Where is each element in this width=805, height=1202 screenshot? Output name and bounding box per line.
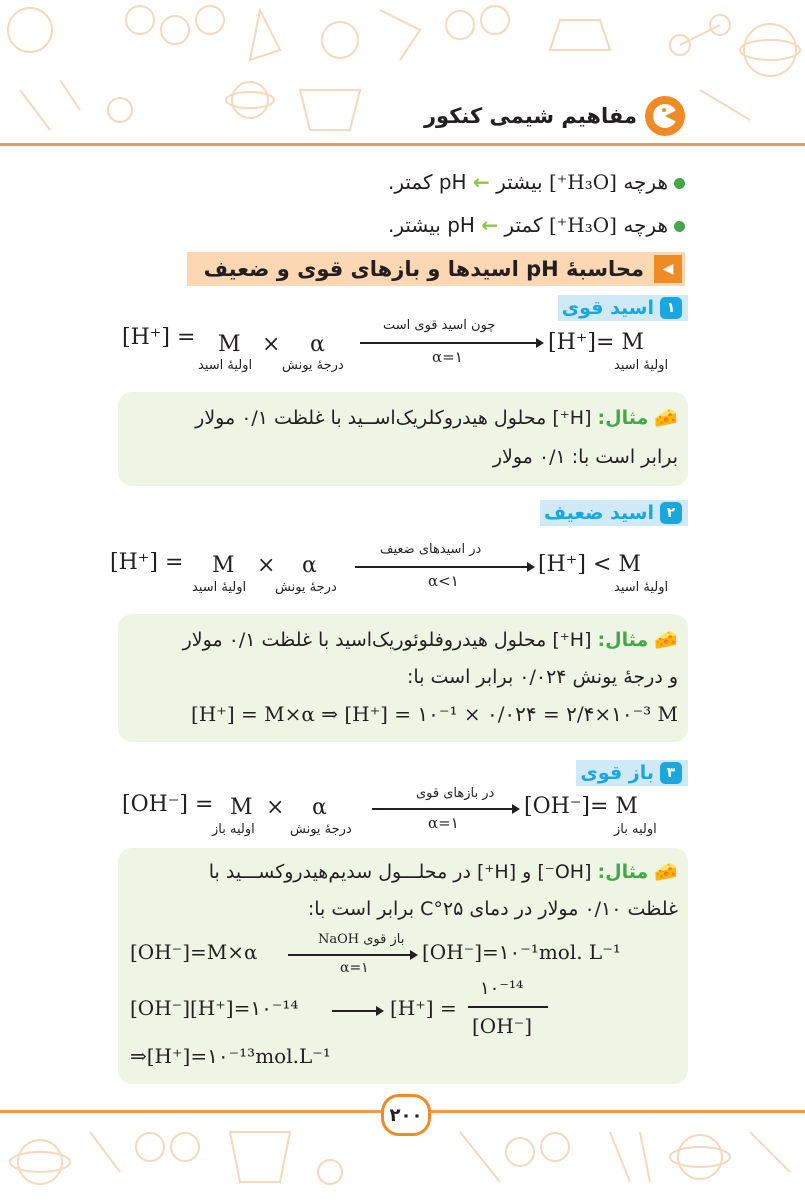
equation-1-arrow-bottom: α=۱ — [340, 960, 369, 976]
formula-result: [H⁺] < M — [538, 552, 641, 577]
cheese-icon: 🧀 — [654, 629, 678, 651]
subsection-label: اسید قوی — [561, 297, 654, 319]
formula-alpha: α — [302, 553, 317, 578]
arrow-condition-bottom: α<۱ — [428, 572, 459, 590]
reaction-arrow — [372, 808, 518, 810]
fraction-denominator: [OH⁻] — [472, 1014, 532, 1038]
example-line: غلظت ۰/۱۰ مولار در دمای ۲۵°C برابر است با: — [307, 898, 678, 920]
arrow-condition-top: در بازهای قوی — [416, 786, 495, 801]
arrow-condition-top: چون اسید قوی است — [383, 318, 496, 333]
label-initial-acid: اولیهٔ اسید — [198, 358, 253, 373]
subsection-weak-acid — [540, 500, 688, 526]
formula-M: M — [212, 553, 235, 578]
example-box — [118, 848, 688, 1084]
page-header-title: مفاهیم شیمی کنکور — [423, 104, 637, 128]
formula-alpha: α — [312, 795, 327, 820]
label-initial-base: اولیه باز — [614, 822, 657, 837]
label-initial-acid: اولیهٔ اسید — [614, 358, 669, 373]
formula-left: [OH⁻] = — [122, 792, 214, 817]
label-initial-acid: اولیهٔ اسید — [192, 580, 247, 595]
page-number: ۲۰۰ — [381, 1094, 431, 1136]
formula-alpha: α — [310, 332, 325, 357]
label-ionization-degree: درجهٔ یونش — [290, 822, 352, 837]
subsection-number: ۲ — [660, 502, 682, 524]
bullet-dot-icon — [674, 178, 685, 189]
example-line: 🧀 مثال: [H⁺] محلول هیدروفلوئوریک‌اسید با غلظت ۰/۱ مولار — [182, 629, 678, 651]
arrow-condition-bottom: α=۱ — [428, 814, 459, 832]
equation-1-left: [OH⁻]=M×α — [130, 940, 258, 964]
example-line: و درجهٔ یونش ۰/۰۲۴ برابر است با: — [407, 666, 678, 688]
page-header — [424, 96, 685, 136]
label-initial-base: اولیه باز — [212, 822, 255, 837]
equation-1-arrow-top: باز قوی NaOH — [318, 932, 405, 947]
triangle-left-icon: ◀ — [654, 255, 682, 283]
formula-result: [H⁺]= M — [548, 330, 644, 355]
reaction-arrow — [288, 954, 416, 956]
cheese-icon: 🧀 — [654, 861, 678, 883]
arrow-condition-top: در اسیدهای ضعیف — [380, 542, 482, 557]
subsection-strong-acid — [558, 295, 688, 321]
label-initial-acid: اولیهٔ اسید — [614, 580, 669, 595]
example-line: 🧀 مثال: [OH⁻] و [H⁺] در محلـــول سدیم‌هیدروکســـید با — [208, 861, 678, 883]
subsection-label: باز قوی — [580, 762, 654, 784]
example-equation: [H⁺] = M×α ⇒ [H⁺] = ۱۰⁻¹ × ۰/۰۲۴ = ۲/۴×۱۰⁻³ M — [191, 702, 678, 726]
example-box — [118, 614, 688, 742]
equation-1-right: [OH⁻]=۱۰⁻¹mol. L⁻¹ — [422, 940, 621, 964]
arrow-condition-bottom: α=۱ — [432, 348, 463, 366]
cheese-icon: 🧀 — [654, 407, 678, 429]
subsection-strong-base — [576, 760, 688, 786]
equation-2-left: [OH⁻][H⁺]=۱۰⁻¹⁴ — [130, 996, 299, 1020]
formula-times: × — [257, 553, 276, 578]
example-line: برابر است با: ۰/۱ مولار — [492, 446, 678, 468]
formula-left: [H⁺] = — [122, 325, 196, 350]
bullet-item: هرچه [H₃O⁺] بیشتر ← pH کمتر. — [388, 170, 685, 194]
reaction-arrow — [355, 566, 533, 568]
reaction-arrow — [332, 1010, 382, 1012]
example-box — [118, 392, 688, 486]
bullet-item: هرچه [H₃O⁺] کمتر ← pH بیشتر. — [388, 213, 685, 237]
equation-3: ⇒[H⁺]=۱۰⁻¹³mol.L⁻¹ — [130, 1044, 331, 1068]
green-arrow-icon: ← — [481, 213, 499, 237]
formula-M: M — [218, 332, 241, 357]
formula-result: [OH⁻]= M — [524, 794, 638, 819]
formula-left: [H⁺] = — [110, 550, 184, 575]
header-divider — [0, 143, 805, 146]
fraction-numerator: ۱۰⁻¹⁴ — [480, 978, 524, 999]
section-title-bar — [187, 252, 685, 286]
example-line: 🧀 مثال: [H⁺] محلول هیدروکلریک‌اســید با غلظت ۰/۱ مولار — [195, 407, 678, 429]
pacman-logo-icon — [645, 96, 685, 136]
green-arrow-icon: ← — [472, 170, 490, 194]
subsection-label: اسید ضعیف — [543, 502, 654, 524]
formula-M: M — [230, 795, 253, 820]
subsection-number: ۱ — [660, 297, 682, 319]
equation-2-right: [H⁺] = — [390, 996, 457, 1020]
reaction-arrow — [360, 342, 542, 344]
label-ionization-degree: درجهٔ یونش — [275, 580, 337, 595]
label-ionization-degree: درجهٔ یونش — [282, 358, 344, 373]
formula-times: × — [266, 795, 285, 820]
bullet-dot-icon — [674, 221, 685, 232]
formula-times: × — [262, 332, 281, 357]
fraction-bar — [468, 1006, 548, 1008]
section-title: محاسبهٔ pH اسیدها و بازهای قوی و ضعیف — [203, 257, 644, 281]
subsection-number: ۳ — [660, 762, 682, 784]
